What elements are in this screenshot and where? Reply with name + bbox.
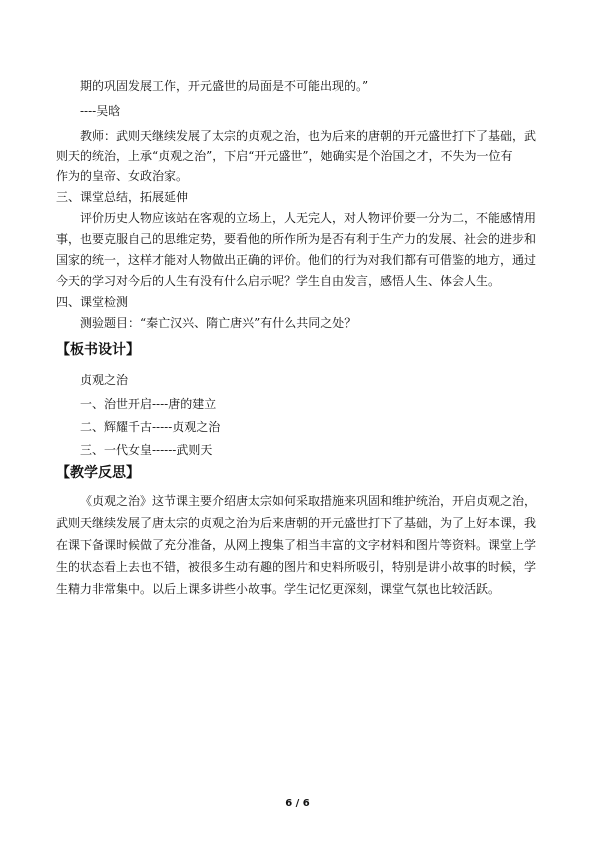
body-line-7: 评价历史人物应该站在客观的立场上，人无完人，对人物评价要一分为二，不能感情用 <box>80 211 537 225</box>
body-line-12: 测验题目：“秦亡汉兴、隋亡唐兴”有什么共同之处？ <box>80 316 357 330</box>
section-heading-test: 四、课堂检测 <box>56 295 129 309</box>
page-number: 6 / 6 <box>285 798 310 809</box>
reflection-line-1: 《贞观之治》这节课主要介绍唐太宗如何采取措施来巩固和维护统治，开启贞观之治， <box>80 494 537 508</box>
body-line-5: 作为的皇帝、女政治家。 <box>56 169 189 183</box>
body-line-9: 国家的统一，这样才能对人物做出正确的评价。他们的行为对我们都有可借鉴的地方，通过 <box>56 253 537 267</box>
board-item-3: 三、一代女皇------武则天 <box>80 443 213 457</box>
body-line-4: 则天的统治，上承“贞观之治”，下启“开元盛世”，她确实是个治国之才，不失为一位有 <box>56 149 513 163</box>
body-line-10: 今天的学习对今后的人生有没有什么启示呢？学生自由发言，感悟人生、体会人生。 <box>56 274 501 288</box>
body-line-3: 教师：武则天继续发展了太宗的贞观之治，也为后来的唐朝的开元盛世打下了基础，武 <box>80 129 537 143</box>
reflection-line-2: 武则天继续发展了唐太宗的贞观之治为后来唐朝的开元盛世打下了基础，为了上好本课，我 <box>56 516 537 530</box>
board-item-title: 贞观之治 <box>80 373 129 387</box>
reflection-line-4: 生的状态看上去也不错，被很多生动有趣的图片和史料所吸引，特别是讲小故事的时候，学 <box>56 560 537 574</box>
reflection-line-5: 生精力非常集中。以后上课多讲些小故事。学生记忆更深刻，课堂气氛也比较活跃。 <box>56 582 501 596</box>
section-heading-summary: 三、课堂总结，拓展延伸 <box>56 190 189 204</box>
board-item-1: 一、治世开启----唐的建立 <box>80 397 217 411</box>
body-line-1: 期的巩固发展工作，开元盛世的局面是不可能出现的。” <box>80 79 369 93</box>
reflection-heading: 【教学反思】 <box>56 465 140 481</box>
body-line-2: ----吴晗 <box>80 104 121 118</box>
board-design-heading: 【板书设计】 <box>56 342 140 358</box>
board-item-2: 二、辉耀千古-----贞观之治 <box>80 420 221 434</box>
reflection-line-3: 在课下备课时候做了充分准备，从网上搜集了相当丰富的文字材料和图片等资料。课堂上学 <box>56 538 537 552</box>
body-line-8: 事，也要克服自己的思维定势，要看他的所作所为是否有利于生产力的发展、社会的进步和 <box>56 232 537 246</box>
